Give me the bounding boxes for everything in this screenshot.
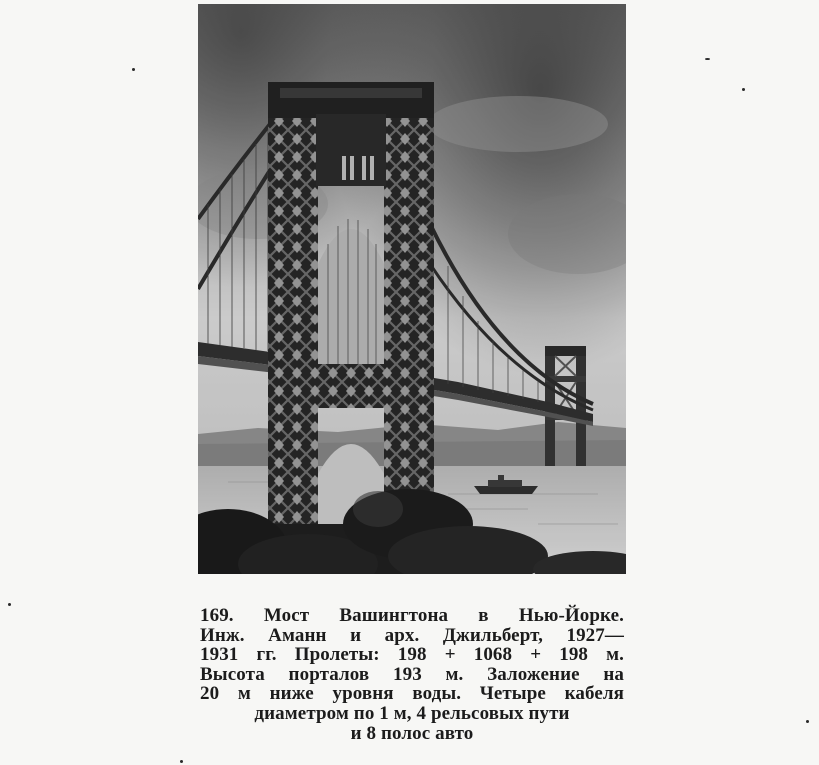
- caption-line-2: Инж. Аманн и арх. Джильберт, 1927—: [200, 624, 624, 646]
- scan-speck: [132, 68, 135, 71]
- scan-speck: [806, 720, 809, 723]
- bridge-photo-svg: [198, 4, 626, 574]
- caption-line-3: 1931 гг. Пролеты: 198 + 1068 + 198 м.: [200, 644, 624, 666]
- caption-line-6: диаметром по 1 м, 4 рельсовых пути: [254, 702, 570, 724]
- bridge-photograph: [198, 4, 626, 574]
- caption-line-4: Высота порталов 193 м. Заложение на: [200, 663, 624, 685]
- figure-caption: [200, 606, 624, 743]
- scan-speck: [742, 88, 745, 91]
- scan-speck: [180, 760, 183, 763]
- scan-speck: [8, 603, 11, 606]
- caption-line-1: 169. Мост Вашингтона в Нью-Йорке.: [200, 605, 624, 626]
- caption-line-7: и 8 полос авто: [350, 722, 474, 744]
- caption-line-5: 20 м ниже уровня воды. Четыре кабеля: [200, 683, 624, 705]
- scan-speck: [705, 58, 710, 60]
